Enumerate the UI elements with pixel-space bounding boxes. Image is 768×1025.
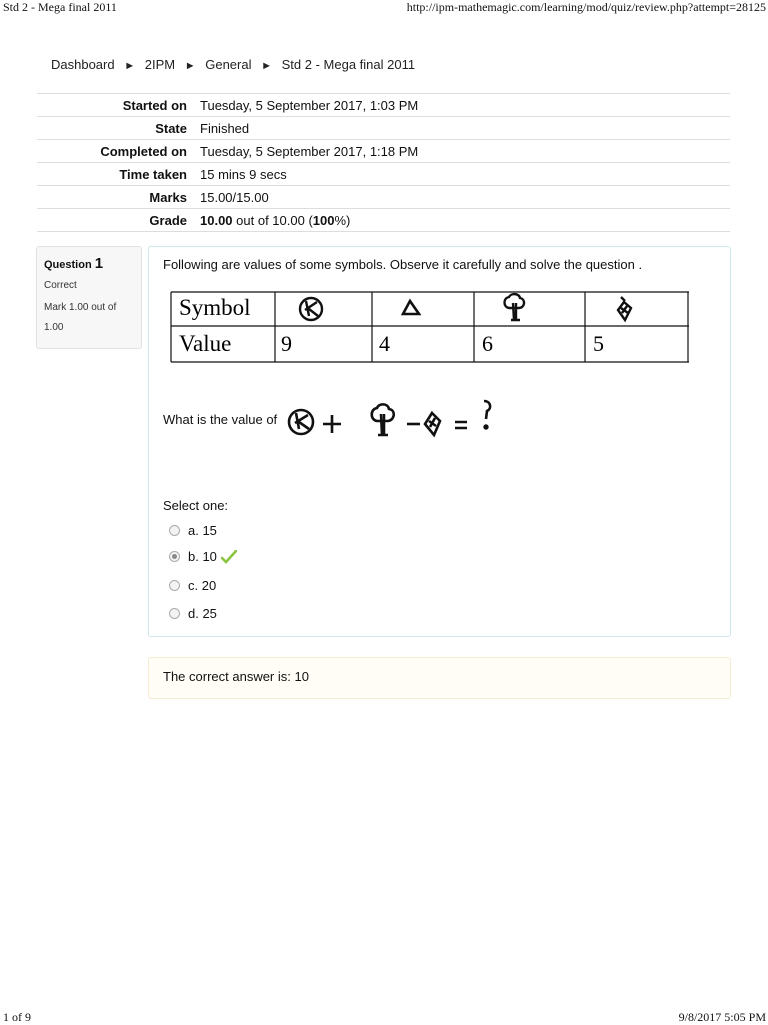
breadcrumb-separator: ► xyxy=(124,60,136,72)
breadcrumb-dashboard[interactable]: Dashboard xyxy=(51,57,115,72)
question-mark xyxy=(484,401,490,419)
tree-icon xyxy=(372,404,394,435)
breadcrumb-separator: ► xyxy=(184,60,196,72)
print-footer-page: 1 of 9 xyxy=(3,1010,31,1024)
summary-label: State xyxy=(37,117,195,140)
value-row-header: Value xyxy=(179,331,232,356)
question-info-panel xyxy=(36,246,142,349)
summary-label: Completed on xyxy=(37,140,195,163)
select-one-label: Select one: xyxy=(163,498,229,513)
option-label: b. 10 xyxy=(188,549,217,564)
summary-value: 15.00/15.00 xyxy=(195,186,730,209)
option-radio[interactable] xyxy=(169,580,180,591)
option-radio[interactable] xyxy=(169,608,180,619)
answer-option-c[interactable] xyxy=(169,578,216,593)
breadcrumb-separator: ► xyxy=(261,60,272,72)
summary-row-completed xyxy=(37,140,730,163)
summary-label: Time taken xyxy=(37,163,195,186)
question-mark-dot xyxy=(485,426,488,429)
circle-star-icon xyxy=(289,410,313,434)
print-header-url: http://ipm-mathemagic.com/learning/mod/quiz/review.php?attempt=28125 xyxy=(406,0,766,14)
print-footer-datetime: 9/8/2017 5:05 PM xyxy=(678,1010,766,1024)
print-header-title: Std 2 - Mega final 2011 xyxy=(3,0,117,14)
correct-check-icon xyxy=(221,550,237,564)
breadcrumb-section[interactable]: General xyxy=(205,57,252,72)
answer-option-d[interactable] xyxy=(169,606,217,621)
symbol-value: 6 xyxy=(482,331,493,356)
summary-row-time-taken xyxy=(37,163,730,186)
option-label: d. 25 xyxy=(188,606,217,621)
correct-answer-text: The correct answer is: 10 xyxy=(163,669,309,684)
breadcrumb xyxy=(51,57,415,72)
summary-label: Marks xyxy=(37,186,195,209)
symbol-row-header: Symbol xyxy=(179,295,251,320)
triangle-icon xyxy=(403,301,419,314)
question-state: Correct xyxy=(44,280,77,291)
tree-icon xyxy=(505,294,525,320)
question-label: Question xyxy=(44,259,92,271)
option-label: c. 20 xyxy=(188,578,217,593)
summary-row-grade xyxy=(37,209,730,232)
diamond-icon xyxy=(425,413,440,435)
summary-row-state xyxy=(37,117,730,140)
option-radio-checked[interactable] xyxy=(169,551,180,562)
symbol-value-table xyxy=(169,288,689,364)
option-radio[interactable] xyxy=(169,525,180,536)
option-label: a. 15 xyxy=(188,523,217,538)
question-number xyxy=(44,255,134,272)
question-text: Following are values of some symbols. Observe it carefully and solve the question . xyxy=(163,257,643,272)
grade-percent: 100 xyxy=(312,212,335,228)
summary-label: Grade xyxy=(37,209,195,232)
symbol-value: 9 xyxy=(281,331,292,356)
summary-value: Finished xyxy=(195,117,730,140)
question-number-value: 1 xyxy=(94,255,104,272)
answer-option-a[interactable] xyxy=(169,523,217,538)
equals-sign xyxy=(455,422,467,428)
plus-sign xyxy=(323,415,341,433)
grade-out-of: out of 10.00 ( xyxy=(232,212,313,228)
summary-value: Tuesday, 5 September 2017, 1:18 PM xyxy=(195,140,730,163)
summary-row-marks xyxy=(37,186,730,209)
symbol-value: 5 xyxy=(593,331,604,356)
breadcrumb-quiz[interactable]: Std 2 - Mega final 2011 xyxy=(281,57,416,72)
diamond-icon xyxy=(618,297,631,320)
circle-star-icon xyxy=(300,298,322,320)
symbol-value: 4 xyxy=(379,331,390,356)
summary-row-started xyxy=(37,94,730,117)
correct-answer-feedback xyxy=(148,657,731,699)
grade-score: 10.00 xyxy=(200,212,233,228)
question-mark: Mark 1.00 out of 1.00 xyxy=(44,302,117,333)
breadcrumb-course[interactable]: 2IPM xyxy=(144,57,176,72)
equation-image xyxy=(285,393,505,443)
attempt-summary-table xyxy=(37,93,730,232)
summary-value: Tuesday, 5 September 2017, 1:03 PM xyxy=(195,94,730,117)
summary-value: 15 mins 9 secs xyxy=(195,163,730,186)
summary-label: Started on xyxy=(37,94,195,117)
question-content-panel xyxy=(148,246,731,637)
summary-grade-value xyxy=(195,209,730,232)
grade-suffix: %) xyxy=(334,212,351,228)
prompt-text: What is the value of xyxy=(163,412,278,427)
answer-option-b[interactable] xyxy=(169,549,237,564)
